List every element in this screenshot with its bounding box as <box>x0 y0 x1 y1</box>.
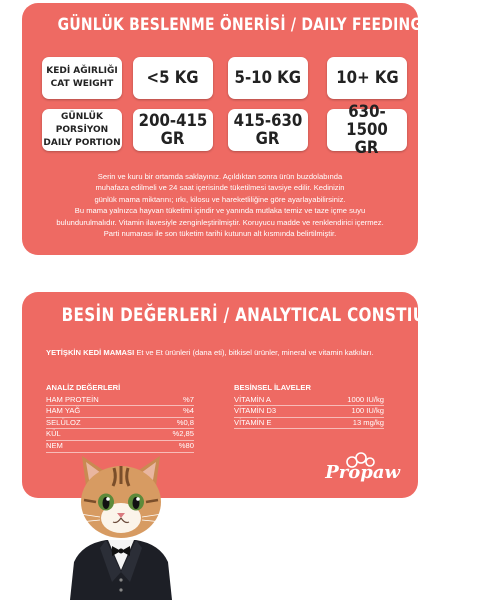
additive-value: 1000 IU/kg <box>347 394 384 404</box>
nutrient-name: KÜL <box>46 429 61 439</box>
analytical-row <box>46 406 194 418</box>
nutrient-name: SELÜLOZ <box>46 417 81 427</box>
info-line: Serin ve kuru bir ortamda saklayınız. Açıldıktan sonra ürün buzdolabında <box>97 172 343 181</box>
portion-amount: 200-415 <box>138 111 208 131</box>
nutritional-additives <box>234 383 384 429</box>
additive-name: VİTAMİN A <box>234 394 271 404</box>
nutrient-name: NEM <box>46 440 63 450</box>
weight-value: 10+ KG <box>335 68 399 88</box>
analytical-row <box>46 418 194 430</box>
additive-name: VİTAMİN D3 <box>234 406 277 416</box>
additive-name: VİTAMİN E <box>234 417 272 427</box>
info-line: Bu mama yalnızca hayvan tüketimi içindir ve yanında mutlaka temiz ve taze içme suyu <box>74 206 366 216</box>
portion-amount: 415-630 <box>233 111 303 131</box>
nutrient-value: %2,85 <box>172 429 194 439</box>
nutrient-value: %80 <box>178 440 194 450</box>
weight-cell-3 <box>327 57 407 99</box>
info-line: günlük mama miktarını; ırkı, kilosu ve hareketliliğine göre ayarlayabilirsiniz. <box>94 194 346 204</box>
nutrient-name: HAM PROTEİN <box>46 394 99 404</box>
daily-portion-label-en: DAILY PORTION <box>43 137 121 148</box>
ingredients-label: YETİŞKİN KEDİ MAMASI <box>46 348 135 357</box>
feeding-guide-title: GÜNLÜK BESLENME ÖNERİSİ / DAILY FEEDING GUIDE <box>57 15 478 35</box>
daily-portion-label-tr: GÜNLÜK PORSİYON <box>55 111 109 135</box>
ingredients-text: Et ve Et ürünleri (dana eti), bitkisel ürünler, mineral ve vitamin katkıları. <box>136 348 374 357</box>
portion-unit: GR <box>161 129 185 149</box>
nutrient-value: %0,8 <box>176 417 194 427</box>
brand-logo: Propaw <box>325 462 400 483</box>
analytical-title: BESİN DEĞERLERİ / ANALYTICAL CONSTIUENSTS <box>61 304 482 326</box>
analytical-values <box>46 383 194 453</box>
portion-unit: GR <box>256 129 280 149</box>
cat-weight-label <box>42 57 122 99</box>
analytical-heading: ANALİZ DEĞERLERİ <box>46 383 121 392</box>
info-line: Parti numarası ile son tüketim tarihi kutunun alt kısmında belirtilmiştir. <box>103 229 337 239</box>
analytical-row <box>46 395 194 407</box>
cat-weight-label-tr: KEDİ AĞIRLIĞI <box>46 66 118 76</box>
portion-unit: GR <box>355 138 379 158</box>
portion-cell-3 <box>327 102 407 158</box>
additive-row <box>234 406 384 418</box>
cat-weight-label-en: CAT WEIGHT <box>50 79 114 89</box>
portion-cell-1 <box>133 109 213 151</box>
weight-cell-2 <box>228 57 308 99</box>
nutrient-name: HAM YAĞ <box>46 406 81 416</box>
info-line: muhafaza edilmeli ve 24 saat içerisinde tüketilmesi tavsiye edilir. Kedinizin <box>95 183 345 193</box>
additive-value: 100 IU/kg <box>351 406 384 416</box>
ingredients <box>46 348 388 359</box>
analytical-row <box>46 441 194 453</box>
analytical-row <box>46 429 194 441</box>
additive-row <box>234 418 384 430</box>
feeding-guide-panel <box>22 3 478 255</box>
cat-in-suit-illustration <box>62 452 180 600</box>
weight-value: 5-10 KG <box>234 68 302 88</box>
weight-cell-1 <box>133 57 213 99</box>
nutrient-value: %7 <box>183 394 194 404</box>
weight-value: <5 KG <box>146 68 200 88</box>
additives-heading: BESİNSEL İLAVELER <box>234 383 311 392</box>
additive-row <box>234 395 384 407</box>
nutrient-value: %4 <box>183 406 194 416</box>
additive-value: 13 mg/kg <box>352 417 384 427</box>
portion-amount: 630-1500 <box>346 102 388 140</box>
storage-info <box>50 171 390 239</box>
info-line: bulundurulmalıdır. Vitamin ilavesiyle zenginleştirilmiştir. Koruyucu madde ve renklendirici içermez. <box>56 217 384 227</box>
daily-portion-label <box>42 109 122 151</box>
portion-cell-2 <box>228 109 308 151</box>
